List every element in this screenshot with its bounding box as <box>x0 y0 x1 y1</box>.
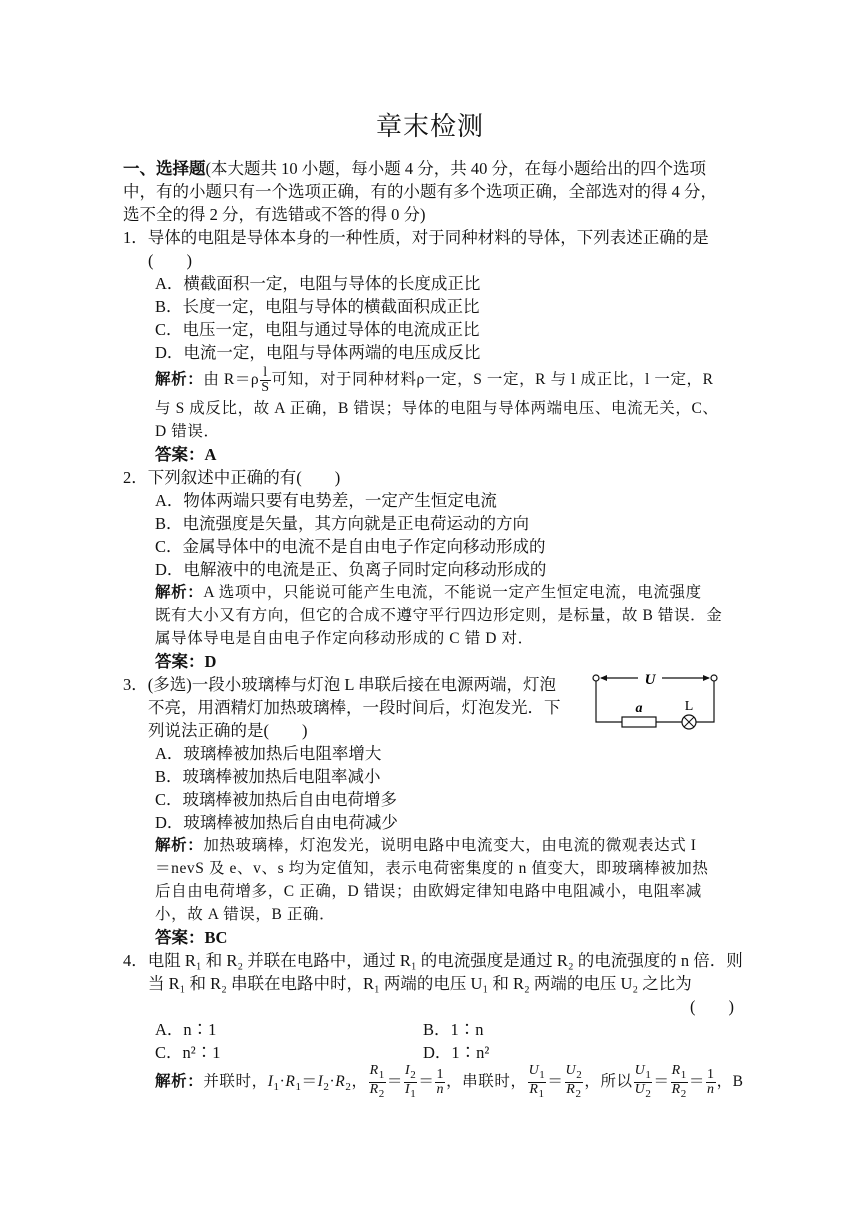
arrowhead-left <box>600 675 607 681</box>
q3-analysis-line-4: 小，故 A 错误，B 正确． <box>155 906 336 923</box>
q3-option-c: C．玻璃棒被加热后自由电荷增多 <box>155 790 398 809</box>
q2-analysis-line-2: 既有大小又有方向，但它的合成不遵守平行四边形定则，是标量，故 B 错误．金 <box>155 607 723 624</box>
question-1-blank: ( ) <box>148 251 192 270</box>
q3-option-d: D．玻璃棒被加热后自由电荷减少 <box>155 813 398 832</box>
q2-option-c: C．金属导体中的电流不是自由电子作定向移动形成的 <box>155 537 546 556</box>
analysis-label: 解析： <box>155 584 204 601</box>
circuit-diagram <box>590 668 720 736</box>
question-2-stem: 2．下列叙述中正确的有( ) <box>123 468 341 487</box>
rod-label: a <box>635 701 643 716</box>
q1-option-a: A．横截面积一定，电阻与导体的长度成正比 <box>155 274 481 293</box>
question-4-stem-1: 4．电阻 R₁ 和 R₂ 并联在电路中，通过 R₁ 的电流强度是通过 R₂ 的电流强度的 n 倍．则 <box>123 951 743 970</box>
analysis-label: 解析： <box>155 371 204 389</box>
q2-option-b: B．电流强度是矢量，其方向就是正电荷运动的方向 <box>155 514 530 533</box>
q2-option-a: A．物体两端只要有电势差，一定产生恒定电流 <box>155 491 497 510</box>
question-3-stem-3: 列说法正确的是( ) <box>148 721 308 740</box>
wire-left <box>596 681 622 722</box>
page-title: 章末检测 <box>375 112 484 142</box>
section-heading: 一、选择题 <box>123 159 206 178</box>
q4-option-b: B．1∶n <box>423 1020 484 1039</box>
q3-option-a: A．玻璃棒被加热后电阻率增大 <box>155 744 382 763</box>
question-4-stem-2: 当 R₁ 和 R₂ 串联在电路中时，R₁ 两端的电压 U₁ 和 R₂ 两端的电压 U₂ 之比为 <box>148 974 692 993</box>
q4-option-d: D．1∶n² <box>423 1043 490 1062</box>
terminal-left <box>593 675 599 681</box>
q2-analysis-line-3: 属导体导电是自由电子作定向移动形成的 C 错 D 对． <box>155 630 534 647</box>
glass-rod-resistor <box>622 717 656 727</box>
q1-option-b: B．长度一定，电阻与导体的横截面积成正比 <box>155 297 480 316</box>
q3-answer: 答案：BC <box>155 928 228 947</box>
analysis-label: 解析： <box>155 837 204 854</box>
q4-analysis-line-1: 解析：并联时，$I_1\cdot R_1=I_2\cdot R_2$， $\frac{R_1}{R_2}$ ＝ $\frac{I_2}{I_1}$ ＝ $\frac{1}{n}$ ，串联时， $\frac{U_1}{R_1}$ ＝ $\frac{U_2}{R_2}$ ，所以 $\frac{U_1}{U_2}$ ＝ $\frac{R_1}{R_2}$ ＝ $\frac{1}{n}$ ，B <box>155 1063 744 1100</box>
question-4-blank: ( ) <box>690 997 734 1016</box>
section-intro-line-3: 选不全的得 2 分，有选错或不答的得 0 分) <box>123 205 426 224</box>
q3-analysis-line-1: 解析：加热玻璃棒，灯泡发光，说明电路中电流变大，由电流的微观表达式 I <box>155 837 697 854</box>
q4-option-c: C．n²∶1 <box>155 1043 221 1062</box>
q2-analysis-line-1: 解析：A 选项中，只能说可能产生电流，不能说一定产生恒定电流，电流强度 <box>155 584 702 601</box>
section-intro-line-1: 一、选择题(本大题共 10 小题，每小题 4 分，共 40 分，在每小题给出的四个选项 <box>123 159 706 178</box>
q4-option-a: A．n∶1 <box>155 1020 217 1039</box>
q2-answer: 答案：D <box>155 652 217 671</box>
q3-analysis-line-3: 后自由电荷增多，C 正确，D 错误；由欧姆定律知电路中电阻减小，电阻率减 <box>155 883 702 900</box>
arrowhead-right <box>703 675 710 681</box>
q1-analysis-line-2: 与 S 成反比，故 A 正确，B 错误；导体的电阻与导体两端电压、电流无关，C、 <box>155 400 719 417</box>
q1-answer: 答案：A <box>155 445 217 464</box>
question-1-stem: 1．导体的电阻是导体本身的一种性质，对于同种材料的导体，下列表述正确的是 <box>123 228 709 247</box>
question-3-stem-1: 3．(多选)一段小玻璃棒与灯泡 L 串联后接在电源两端，灯泡 <box>123 675 556 694</box>
voltage-label: U <box>644 672 656 688</box>
q3-analysis-line-2: ＝nevS 及 e、v、s 均为定值知，表示电荷密集度的 n 值变大，即玻璃棒被加热 <box>155 860 709 877</box>
q2-option-d: D．电解液中的电流是正、负离子同时定向移动形成的 <box>155 560 547 579</box>
section-intro-line-2: 中，有的小题只有一个选项正确，有的小题有多个选项正确，全部选对的得 4 分， <box>123 182 717 201</box>
question-3-stem-2: 不亮，用酒精灯加热玻璃棒，一段时间后，灯泡发光．下 <box>148 698 561 717</box>
q1-analysis-line-3: D 错误． <box>155 423 220 440</box>
q3-option-b: B．玻璃棒被加热后电阻率减小 <box>155 767 381 786</box>
q1-analysis-line-1: 解析：由 R＝ρ $\frac{l}{S}$ 可知，对于同种材料ρ一定，S 一定，R 与 l 成正比，l 一定，R <box>155 365 714 395</box>
fraction: $\frac{l}{S}$ <box>261 365 270 395</box>
wire-right <box>696 681 714 722</box>
analysis-label: 解析： <box>155 1072 204 1090</box>
q1-option-d: D．电流一定，电阻与导体两端的电压成反比 <box>155 343 481 362</box>
q1-option-c: C．电压一定，电阻与通过导体的电流成正比 <box>155 320 480 339</box>
lamp-label: L <box>684 699 694 714</box>
terminal-right <box>711 675 717 681</box>
